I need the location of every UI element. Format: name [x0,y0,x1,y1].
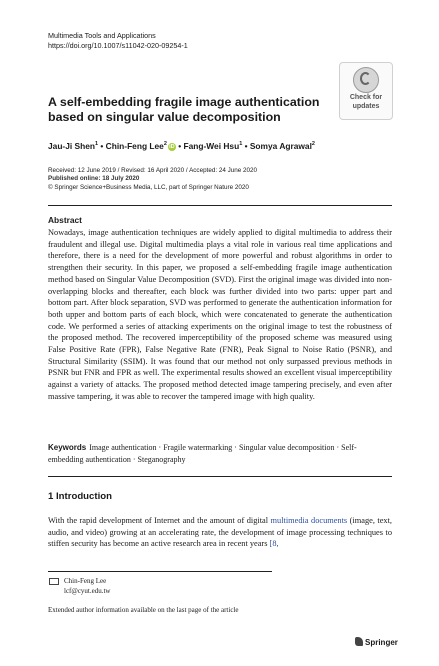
author-name[interactable]: Jau-Ji Shen [48,140,96,151]
mail-icon [49,578,59,585]
footnote-rule [48,571,272,572]
citation-link[interactable]: [8, [269,539,279,549]
crossmark-icon [353,67,379,93]
springer-horse-icon [355,637,363,646]
intro-text-before: With the rapid development of Internet and the amount of digital [48,516,271,525]
abstract-text: Nowadays, image authentication techniques are widely applied to digital multimedia to address their fraudulent and illegal use. Digital multimedia plays a vital role in various real time applications and therefore, there is a need for the development of more powerful and robust algorithms in order to strengthen their security. In this paper, we proposed a self-embedding fragile image authentication method based on Singular Value Decomposition (SVD). First the original image was divided into non-overlapping blocks and thereafter, each block was further divided into two parts: upper part and bottom part. After block separation, SVD was performed to generate the authentication information for both upper and bottom parts of each block, which were concatenated to generate the authentication code. We performed a series of attacking experiments on the original image to test the robustness of the proposed method. The recovered imperceptibility of the proposed scheme was measured using False Positive Rate (FPR), False Negative Rate (FNR), Peak Signal to Noise Ratio (PSNR), and Structural Similarity (SSIM). It was found that our method not only surpassed previous methods in PSNR but FNR and FPR as well. The experimental results showed an excellent visual imperceptibility against a variety of attacks. The proposed method detected image tampering precisely, and even after massive tampering, it was able to recover the tampered image with high quality. [48,228,392,401]
springer-logo [355,637,398,647]
contact-name: Chin-Feng Lee [64,577,107,585]
author-name[interactable]: Chin-Feng Lee [105,140,164,151]
abstract-heading: Abstract [48,215,82,225]
multimedia-documents-link[interactable]: multimedia documents [270,516,348,525]
journal-name: Multimedia Tools and Applications [48,31,156,40]
published-online: Published online: 18 July 2020 [48,175,140,182]
crossmark-badge[interactable] [339,62,393,120]
author-separator: • [178,140,182,151]
section-heading: 1 Introduction [48,491,112,502]
author-name[interactable]: Somya Agrawal [249,140,312,151]
author-affiliation: 1 [239,141,243,147]
author-affiliation: 1 [95,141,99,147]
publisher-name: Springer [365,638,398,647]
keywords-label: Keywords [48,443,87,452]
extended-author-info: Extended author information available on the last page of the article [48,606,239,614]
orcid-icon[interactable]: iD [169,143,175,150]
author-affiliation: 2 [311,141,315,147]
keywords-rule [48,476,392,477]
crossmark-label-2: updates [352,103,380,110]
author-separator: • [244,140,248,151]
introduction-text [48,515,392,550]
author-affiliation: 2 [163,141,167,147]
abstract-rule [48,205,392,206]
author-name[interactable]: Fang-Wei Hsu [183,140,240,151]
copyright-notice: © Springer Science+Business Media, LLC, part of Springer Nature 2020 [48,184,249,191]
doi-link[interactable]: https://doi.org/10.1007/s11042-020-09254-1 [48,41,188,50]
author-separator: • [100,140,104,151]
keywords-text: Image authentication · Fragile watermarking · Singular value decomposition · Self-embedding authentication · Steganography [48,443,357,464]
keywords [48,442,392,465]
crossmark-label-1: Check for [349,94,383,101]
author-list [48,139,315,152]
article-dates: Received: 12 June 2019 / Revised: 16 April 2020 / Accepted: 24 June 2020 [48,167,257,174]
article-title: A self-embedding fragile image authentication based on singular value decomposition [48,95,320,124]
intro-text-after: (image, text, audio, and video) growing at an accelerating rate, the development of image processing techniques to stiffen security has become an active research area in recent years [48,516,392,549]
contact-email[interactable]: lcf@cyut.edu.tw [64,587,111,595]
